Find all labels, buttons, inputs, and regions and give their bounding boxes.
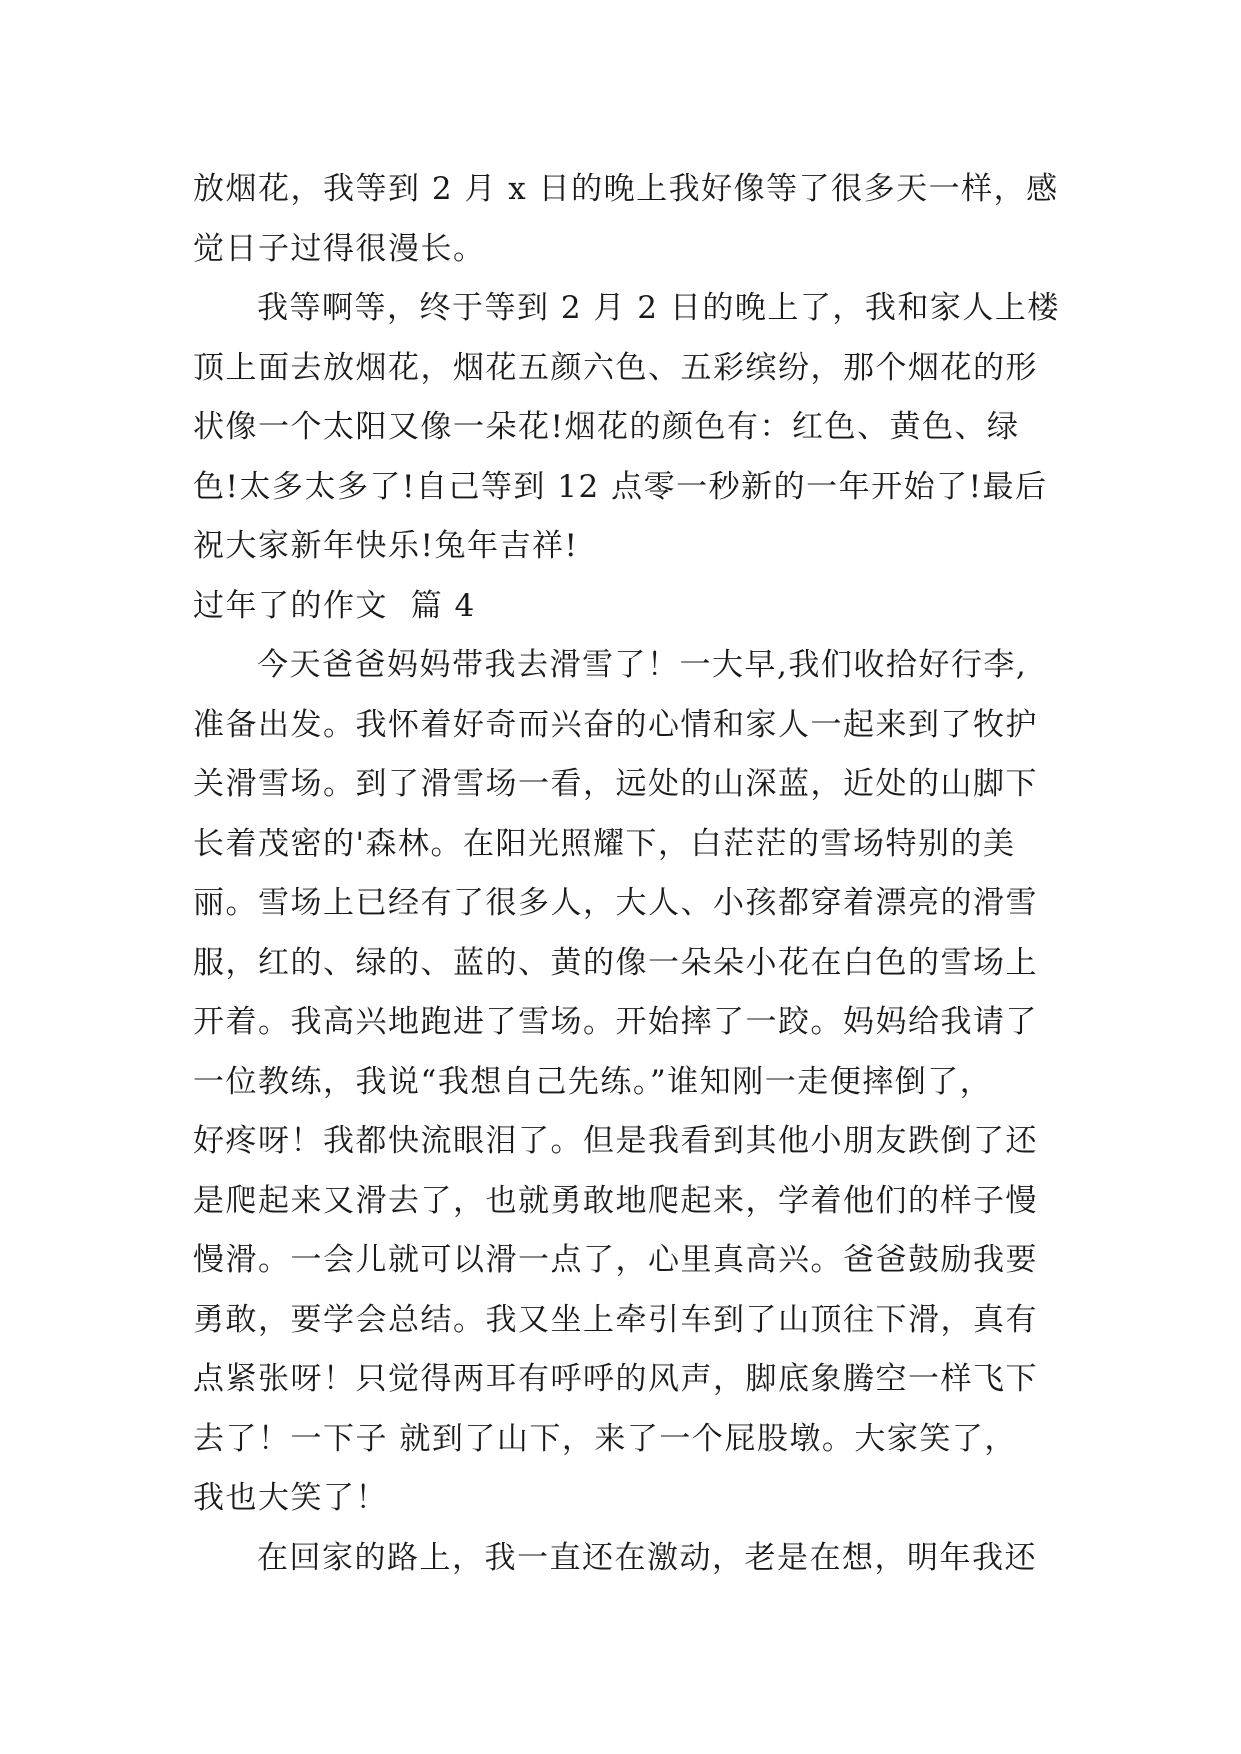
- text-line: 准备出发。我怀着好奇而兴奋的心情和家人一起来到了牧护: [193, 706, 1038, 743]
- text-line: 今天爸爸妈妈带我去滑雪了！一大早,我们收拾好行李,: [257, 647, 1028, 683]
- text-line: 觉日子过得很漫长。: [193, 230, 486, 267]
- text-line: 好疼呀！我都快流眼泪了。但是我看到其他小朋友跌倒了还: [193, 1123, 1038, 1159]
- text-line: 关滑雪场。到了滑雪场一看，远处的山深蓝，近处的山脚下: [193, 766, 1038, 802]
- text-line: 状像一个太阳又像一朵花!烟花的颜色有：红色、黄色、绿: [193, 409, 1020, 445]
- text-line: 去了！一下子 就到了山下，来了一个屁股墩。大家笑了，: [193, 1420, 1017, 1457]
- text-line: 慢滑。一会儿就可以滑一点了，心里真高兴。爸爸鼓励我要: [193, 1242, 1038, 1278]
- text-line: 我等啊等，终于等到 2 月 2 日的晚上了，我和家人上楼: [257, 290, 1060, 326]
- text-line: 一位教练，我说“我想自己先练。”谁知刚一走便摔倒了，: [193, 1063, 993, 1100]
- text-line: 色!太多太多了!自己等到 12 点零一秒新的一年开始了!最后: [193, 468, 1048, 505]
- text-line: 勇敢，要学会总结。我又坐上牵引车到了山顶往下滑，真有: [193, 1301, 1038, 1338]
- text-line: 长着茂密的'森林。在阳光照耀下，白茫茫的雪场特别的美: [193, 825, 1016, 862]
- text-line: 在回家的路上，我一直还在激动，老是在想，明年我还: [257, 1539, 1037, 1576]
- document-body: [193, 160, 1060, 1588]
- text-line: 开着。我高兴地跑进了雪场。开始摔了一跤。妈妈给我请了: [193, 1004, 1038, 1040]
- text-line: 祝大家新年快乐!兔年吉祥!: [193, 528, 579, 564]
- text-line: 我也大笑了！: [193, 1480, 388, 1516]
- text-line: 放烟花，我等到 2 月 x 日的晚上我好像等了很多天一样，感: [193, 171, 1059, 207]
- text-line: 点紧张呀！只觉得两耳有呼呼的风声，脚底象腾空一样飞下: [193, 1361, 1038, 1397]
- text-line: 服，红的、绿的、蓝的、黄的像一朵朵小花在白色的雪场上: [193, 944, 1038, 981]
- text-line: 顶上面去放烟花，烟花五颜六色、五彩缤纷，那个烟花的形: [193, 349, 1038, 386]
- text-line: 是爬起来又滑去了，也就勇敢地爬起来，学着他们的样子慢: [193, 1182, 1038, 1219]
- section-heading: 过年了的作文 篇 4: [193, 587, 476, 624]
- text-line: 丽。雪场上已经有了很多人，大人、小孩都穿着漂亮的滑雪: [193, 885, 1038, 921]
